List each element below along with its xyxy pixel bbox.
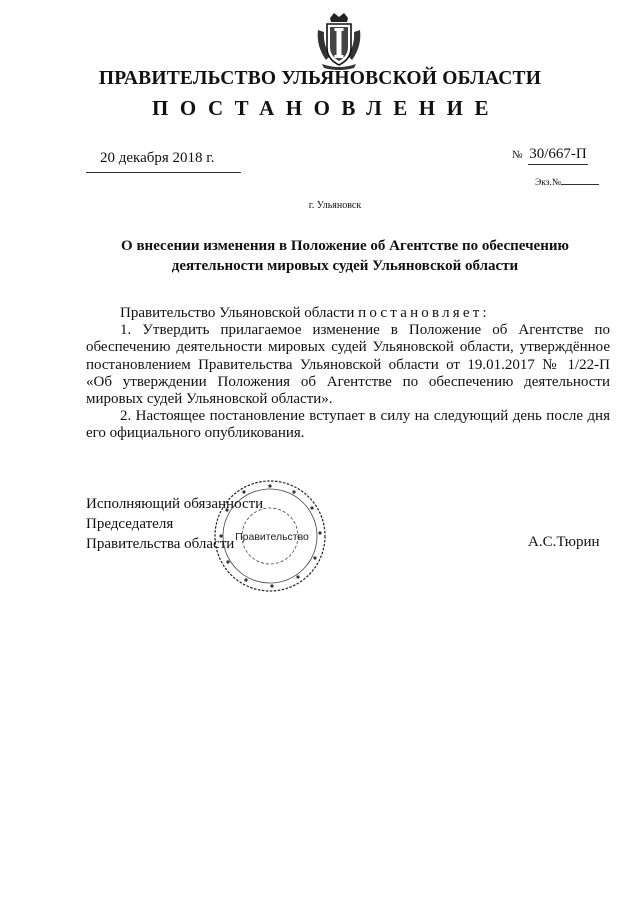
copy-number-label: Экз.№ (535, 178, 561, 188)
signatory-title-line-3: Правительства области (86, 536, 235, 552)
coat-of-arms-icon (314, 12, 364, 70)
item-2-paragraph: 2. Настоящее постановление вступает в силу на следующий день после дня его официального опубликования. (86, 408, 610, 442)
number-sign: № (512, 149, 523, 161)
copy-number-field (535, 178, 599, 188)
intro-paragraph (86, 305, 610, 322)
signatory-title-line-2: Председателя (86, 516, 174, 532)
intro-prefix: Правительство Ульяновской области (120, 305, 359, 321)
document-subject: О внесении изменения в Положение об Агентстве по обеспечению деятельности мировых судей Ульяновской области (121, 238, 569, 274)
document-date: 20 декабря 2018 г. (100, 150, 215, 166)
date-underline (86, 172, 241, 173)
government-title: ПРАВИТЕЛЬСТВО УЛЬЯНОВСКОЙ ОБЛАСТИ (98, 68, 542, 89)
city-name: г. Ульяновск (308, 200, 362, 211)
document-type-heading: ПОСТАНОВЛЕНИЕ (152, 96, 500, 120)
document-number (512, 146, 588, 165)
item-1-paragraph: 1. Утвердить прилагаемое изменение в Положение об Агентстве по обеспечению деятельности мировых судей Ульяновской области, утверждённое постановлением Правительства Ульяновской области от 19.01.2017 № 1/22-П «Об утверждении Положения об Агентстве по обеспечению деятельности мировых судей Ульяновской области». (86, 322, 610, 408)
document-body (86, 305, 610, 443)
document-number-value: 30/667-П (528, 146, 588, 165)
signatory-title-line-1: Исполняющий обязанности (86, 496, 264, 512)
signatory-title (86, 494, 263, 554)
intro-resolves: постановляет: (358, 305, 490, 321)
stamp-text: Правительство (235, 531, 309, 543)
signatory-name: А.С.Тюрин (528, 534, 600, 550)
copy-number-blank (561, 184, 599, 185)
